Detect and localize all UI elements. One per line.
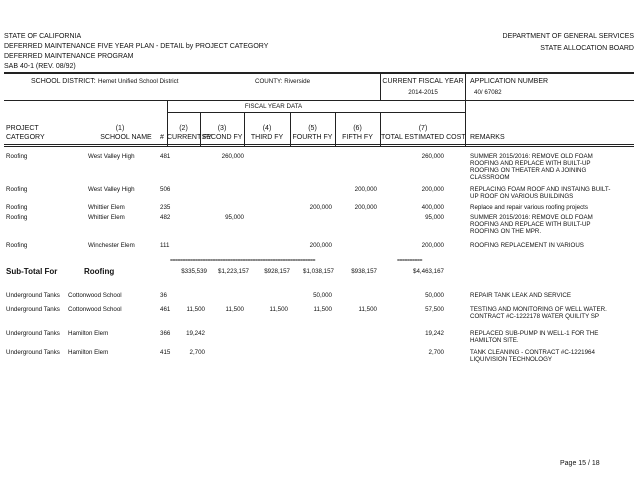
col-current-fy: CURRENT FY bbox=[167, 134, 212, 141]
col-second-fy: SECOND FY bbox=[201, 134, 243, 141]
subtotal-label: Sub-Total For bbox=[6, 267, 58, 276]
fiscal-year-data-heading: FISCAL YEAR DATA bbox=[244, 103, 303, 110]
row-remarks: REPLACING FOAM ROOF AND INSTAING BUILT-UP ROOF ON VARIOUS BUILDINGS bbox=[470, 186, 611, 200]
subtotal-total: $4,463,167 bbox=[413, 268, 444, 275]
row-number: 415 bbox=[160, 349, 171, 356]
district-label: SCHOOL DISTRICT: bbox=[31, 78, 96, 85]
row-current-fy: 19,242 bbox=[186, 330, 205, 337]
row-number: 36 bbox=[160, 292, 167, 299]
state-title: STATE OF CALIFORNIA bbox=[4, 33, 82, 40]
row-total: 260,000 bbox=[421, 153, 444, 160]
separator-total-line: ========== bbox=[397, 258, 423, 264]
col-third-fy: THIRD FY bbox=[250, 134, 284, 141]
col-remarks: REMARKS bbox=[470, 134, 505, 141]
info-rule bbox=[4, 100, 634, 101]
row-total: 19,242 bbox=[425, 330, 444, 337]
row-school: West Valley High bbox=[88, 153, 135, 160]
page-number: Page 15 / 18 bbox=[560, 460, 600, 467]
subtotal-current-fy: $335,539 bbox=[181, 268, 207, 275]
header-rule bbox=[4, 144, 634, 145]
row-category: Underground Tanks bbox=[6, 306, 60, 313]
row-category: Roofing bbox=[6, 214, 28, 221]
row-remarks: ROOFING REPLACEMENT IN VARIOUS bbox=[470, 242, 584, 249]
row-second-fy: 11,500 bbox=[225, 306, 244, 313]
subtotal-category: Roofing bbox=[84, 267, 115, 276]
col-project: PROJECT bbox=[6, 125, 39, 132]
row-category: Underground Tanks bbox=[6, 292, 60, 299]
row-school: Cottonwood School bbox=[68, 292, 122, 299]
subtotal-second-fy: $1,223,157 bbox=[218, 268, 249, 275]
row-remarks: Replace and repair various roofing projects bbox=[470, 204, 588, 211]
row-remarks: REPLACED SUB-PUMP IN WELL-1 FOR THE HAMILTON SITE. bbox=[470, 330, 599, 344]
col-4-number: (4) bbox=[262, 125, 272, 132]
row-number: 506 bbox=[160, 186, 171, 193]
row-school: Winchester Elem bbox=[88, 242, 135, 249]
col-6-number: (6) bbox=[353, 125, 362, 132]
col-1-number: (1) bbox=[115, 125, 125, 132]
separator-line: ========================================================== bbox=[170, 258, 316, 264]
row-fourth-fy: 200,000 bbox=[309, 242, 332, 249]
row-school: Cottonwood School bbox=[68, 306, 122, 313]
board-name: STATE ALLOCATION BOARD bbox=[540, 45, 634, 52]
row-fourth-fy: 11,500 bbox=[313, 306, 332, 313]
header-left bbox=[4, 33, 268, 71]
row-number: 366 bbox=[160, 330, 171, 337]
row-school: West Valley High bbox=[88, 186, 135, 193]
row-remarks: TESTING AND MONITORING OF WELL WATER. CONTRACT #C-1222178 WATER QUILITY SP bbox=[470, 306, 607, 320]
col-7-number: (7) bbox=[418, 125, 428, 132]
row-total: 50,000 bbox=[425, 292, 444, 299]
row-remarks: SUMMER 2015/2016: REMOVE OLD FOAM ROOFING AND REPLACE WITH BUILT-UP ROOFING ON THE MPR. bbox=[470, 214, 593, 235]
row-school: Whittier Elem bbox=[88, 214, 125, 221]
fiscal-year-label: CURRENT FISCAL YEAR bbox=[382, 78, 464, 85]
top-rule bbox=[4, 72, 634, 74]
fiscal-year-value: 2014-2015 bbox=[408, 89, 438, 96]
fiscal-rule bbox=[167, 112, 465, 113]
col-5-number: (5) bbox=[308, 125, 317, 132]
col-school-name: SCHOOL NAME bbox=[100, 134, 152, 141]
col-fourth-fy: FOURTH FY bbox=[292, 134, 333, 141]
subtotal-third-fy: $928,157 bbox=[264, 268, 290, 275]
form-number: SAB 40-1 (REV. 08/92) bbox=[4, 63, 76, 70]
header-rule-2 bbox=[4, 146, 634, 147]
row-fourth-fy: 200,000 bbox=[309, 204, 332, 211]
col-hash: # bbox=[160, 134, 164, 141]
row-fifth-fy: 11,500 bbox=[358, 306, 377, 313]
app-number-label: APPLICATION NUMBER bbox=[470, 78, 549, 85]
row-fourth-fy: 50,000 bbox=[313, 292, 332, 299]
row-total: 200,000 bbox=[421, 242, 444, 249]
row-number: 482 bbox=[160, 214, 171, 221]
row-school: Whittier Elem bbox=[88, 204, 125, 211]
row-school: Hamilton Elem bbox=[68, 349, 109, 356]
row-fifth-fy: 200,000 bbox=[354, 186, 377, 193]
row-current-fy: 2,700 bbox=[189, 349, 205, 356]
row-remarks: TANK CLEANING - CONTRACT #C-1221964 LIQUIVISION TECHNOLOGY bbox=[470, 349, 595, 363]
row-total: 2,700 bbox=[428, 349, 444, 356]
department-name: DEPARTMENT OF GENERAL SERVICES bbox=[502, 33, 634, 40]
col-2-number: (2) bbox=[179, 125, 188, 132]
row-remarks: REPAIR TANK LEAK AND SERVICE bbox=[470, 292, 571, 299]
row-school: Hamilton Elem bbox=[68, 330, 109, 337]
row-number: 111 bbox=[160, 242, 170, 249]
row-category: Roofing bbox=[6, 204, 28, 211]
row-total: 400,000 bbox=[421, 204, 444, 211]
row-current-fy: 11,500 bbox=[186, 306, 205, 313]
col-3-number: (3) bbox=[217, 125, 227, 132]
row-number: 461 bbox=[160, 306, 171, 313]
col-category: CATEGORY bbox=[6, 134, 45, 141]
row-third-fy: 11,500 bbox=[269, 306, 288, 313]
row-number: 481 bbox=[160, 153, 171, 160]
row-category: Roofing bbox=[6, 186, 28, 193]
district-value: Hemet Unified School District bbox=[98, 78, 179, 85]
row-second-fy: 260,000 bbox=[221, 153, 244, 160]
county-value: COUNTY: Riverside bbox=[255, 78, 311, 85]
row-category: Underground Tanks bbox=[6, 349, 60, 356]
row-remarks: SUMMER 2015/2016: REMOVE OLD FOAM ROOFING AND REPLACE WITH BUILT-UP ROOFING ON THEATER AND A JOINING CLASSROOM bbox=[470, 153, 593, 181]
col-total-estimated-cost: TOTAL ESTIMATED COST bbox=[381, 134, 466, 141]
col-fifth-fy: FIFTH FY bbox=[342, 134, 373, 141]
row-second-fy: 95,000 bbox=[225, 214, 244, 221]
row-total: 57,500 bbox=[425, 306, 444, 313]
row-total: 95,000 bbox=[425, 214, 444, 221]
row-category: Underground Tanks bbox=[6, 330, 60, 337]
row-fifth-fy: 200,000 bbox=[354, 204, 377, 211]
subtotal-fifth-fy: $938,157 bbox=[351, 268, 377, 275]
row-category: Roofing bbox=[6, 153, 28, 160]
row-category: Roofing bbox=[6, 242, 28, 249]
plan-title: DEFERRED MAINTENANCE FIVE YEAR PLAN - DETAIL by PROJECT CATEGORY bbox=[4, 43, 269, 50]
row-total: 200,000 bbox=[421, 186, 444, 193]
row-number: 235 bbox=[160, 204, 171, 211]
app-number-value: 40/ 67082 bbox=[474, 89, 502, 96]
subtotal-fourth-fy: $1,038,157 bbox=[303, 268, 334, 275]
program-title: DEFERRED MAINTENANCE PROGRAM bbox=[4, 53, 134, 60]
header-right bbox=[503, 33, 634, 53]
